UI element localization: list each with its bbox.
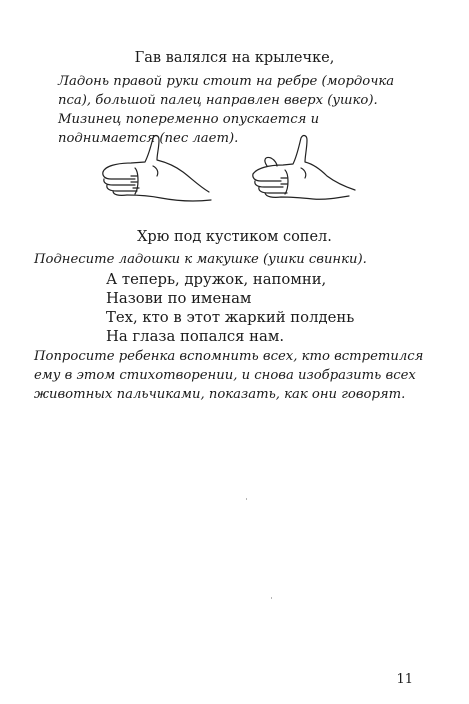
- dog-hand-illustration-left: [95, 132, 215, 204]
- verse-line-dog: Гав валялся на крылечке,: [134, 50, 335, 66]
- scan-speck: [271, 597, 272, 599]
- instruction-dog: Ладонь правой руки стоит на ребре (мордочка пса), большой палец направлен вверх (ушко). Мизинец попеременно опускается и поднимается (пес лает).: [58, 74, 395, 146]
- poem-line: А теперь, дружок, напомни,: [106, 271, 327, 288]
- instruction-pig: Поднесите ладошки к макушке (ушки свинки).: [34, 252, 367, 267]
- instruction-final: Попросите ребенка вспомнить всех, кто встретился ему в этом стихотворении, и снова изобразить всех животных пальчиками, показать, как они говорят.: [34, 349, 424, 402]
- poem-line: Тех, кто в этот жаркий полдень: [106, 309, 355, 326]
- poem-line: На глаза попался нам.: [106, 328, 285, 345]
- scan-speck: [246, 498, 247, 500]
- hand-illustrations: [95, 132, 375, 204]
- poem-stanza: [106, 270, 354, 346]
- verse-line-pig: Хрю под кустиком сопел.: [137, 229, 332, 245]
- dog-hand-illustration-right: [245, 132, 365, 204]
- page-number: 11: [396, 672, 413, 687]
- poem-line: Назови по именам: [106, 290, 252, 307]
